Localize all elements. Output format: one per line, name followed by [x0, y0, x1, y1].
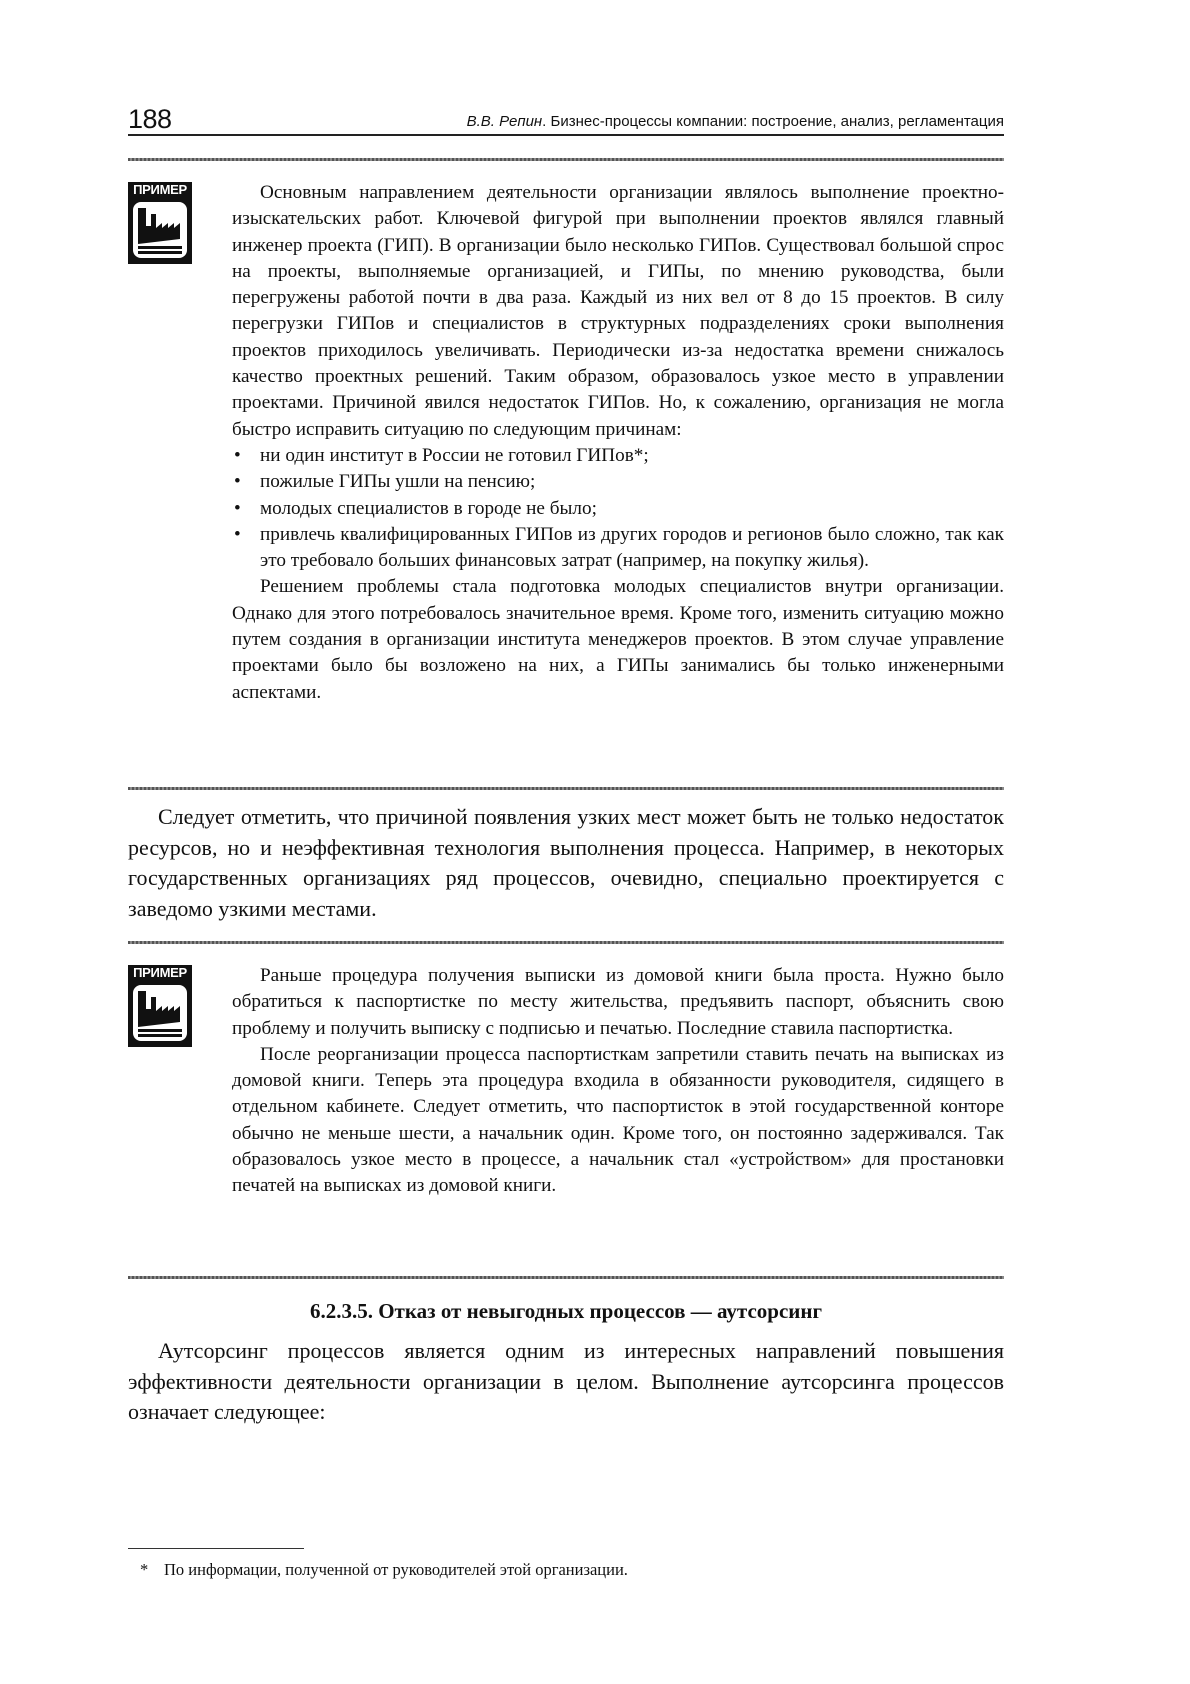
example-block-2 — [232, 963, 1004, 1200]
section-heading: 6.2.3.5. Отказ от невыгодных процессов — аутсорсинг — [309, 1299, 823, 1323]
list-item: • молодых специалистов в городе не было; — [232, 496, 1004, 522]
paragraph-text: Следует отметить, что причиной появления узких мест может быть не только недостаток ресурсов, но и неэффективная технология выполнения процесса. Например, в некоторых государственных организациях ряд процессов, очевидно, специально проектируется с заведомо узкими местами. — [128, 804, 1004, 921]
list-item: • привлечь квалифицированных ГИПов из других городов и регионов было сложно, так как это требовало больших финансовых затрат (например, на покупку жилья). — [232, 522, 1004, 575]
example-label: ПРИМЕР — [128, 965, 192, 981]
running-title — [467, 113, 1004, 131]
example-paragraph: Раньше процедура получения выписки из домовой книги была проста. Нужно было обратиться к паспортистке по месту жительства, предъявить паспорт, объяснить свою проблему и получить выписку с подписью и печатью. Последние ставила паспортистка. — [232, 965, 1004, 1039]
example-label: ПРИМЕР — [128, 182, 192, 198]
example-top-rule — [128, 941, 1004, 944]
example-bottom-rule — [128, 787, 1004, 790]
section-paragraph — [128, 1336, 1004, 1428]
example-badge — [128, 182, 192, 266]
factory-icon — [128, 981, 192, 1047]
example-top-rule — [128, 158, 1004, 161]
footnote — [140, 1560, 628, 1580]
example-paragraph: Основным направлением деятельности организации являлось выполнение проектно-изыскательских работ. Ключевой фигурой при выполнении проектов являлся главный инженер проекта (ГИП). В организации было несколько ГИПов. Существовал большой спрос на проекты, выполняемые организацией, и ГИПы, по мнению руководства, были перегружены работой почти в два раза. Каждый из них вел от 8 до 15 проектов. В силу перегрузки ГИПов и специалистов в структурных подразделениях сроки выполнения проектов приходилось увеличивать. Периодически из-за недостатка времени снижалось качество проектных решений. Таким образом, образовалось узкое место в управлении проектами. Причиной явился недостаток ГИПов. Но, к сожалению, организация не могла быстро исправить ситуацию по следующим причинам: — [232, 182, 1004, 440]
list-item: • пожилые ГИПы ушли на пенсию; — [232, 469, 1004, 495]
example-badge — [128, 965, 192, 1049]
paragraph-text: Аутсорсинг процессов является одним из интересных направлений повышения эффективности деятельности организации в целом. Выполнение аутсорсинга процессов означает следующее: — [128, 1338, 1004, 1424]
running-header — [128, 98, 1004, 136]
factory-icon — [128, 198, 192, 264]
reasons-list — [232, 443, 1004, 574]
footnote-text: По информации, полученной от руководителей этой организации. — [164, 1560, 628, 1579]
list-item: • ни один институт в России не готовил ГИПов*; — [232, 443, 1004, 469]
example-block-1 — [232, 180, 1004, 706]
author-name: В.В. Репин — [466, 113, 543, 130]
book-title: . Бизнес-процессы компании: построение, анализ, регламентация — [542, 113, 1004, 130]
page-number: 188 — [128, 104, 172, 134]
example-paragraph: Решением проблемы стала подготовка молодых специалистов внутри организации. Однако для этого потребовалось значительное время. Кроме того, изменить ситуацию можно путем создания в организации института менеджеров проектов. В этом случае управление проектами было бы возложено на них, а ГИПы занимались бы только инженерными аспектами. — [232, 576, 1004, 703]
body-paragraph — [128, 802, 1004, 924]
footnote-mark: * — [140, 1560, 149, 1579]
example-bottom-rule — [128, 1276, 1004, 1279]
footnote-separator — [128, 1548, 304, 1549]
example-paragraph: После реорганизации процесса паспортисткам запретили ставить печать на выписках из домовой книги. Теперь эта процедура входила в обязанности руководителя, сидящего в отдельном кабинете. Следует отметить, что паспортисток в этой государственной конторе обычно не меньше шести, а начальник один. Кроме того, он постоянно задерживался. Так образовалось узкое место в процессе, а начальник стал «устройством» для простановки печатей на выписках из домовой книги. — [232, 1043, 1004, 1197]
